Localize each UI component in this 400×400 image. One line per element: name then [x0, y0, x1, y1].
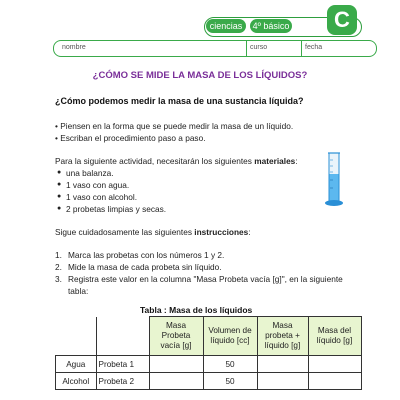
- empty-mass-cell[interactable]: [149, 356, 203, 373]
- graduated-cylinder-icon: [323, 150, 345, 208]
- instruction-step: Mide la masa de cada probeta sin líquido.: [68, 262, 222, 272]
- column-header: Masa probeta + líquido [g]: [257, 317, 308, 356]
- blank-cell: [96, 317, 149, 356]
- material-item: 1 vaso con agua.: [66, 180, 130, 190]
- instruction-step: Marca las probetas con los números 1 y 2.: [68, 250, 225, 260]
- course-label: curso: [250, 44, 268, 51]
- page-title: ¿CÓMO SE MIDE LA MASA DE LOS LÍQUIDOS?: [92, 70, 308, 81]
- divider: [246, 41, 247, 56]
- total-mass-cell[interactable]: [257, 373, 308, 390]
- bullet-dot: ●: [57, 205, 62, 212]
- volume-cell: 50: [203, 373, 257, 390]
- bullet-dot: ●: [57, 181, 62, 188]
- column-header: Masa Probeta vacía [g]: [149, 317, 203, 356]
- liquid-cell: Agua: [56, 356, 97, 373]
- materials-intro: Para la siguiente actividad, necesitarán los siguientes materiales:: [55, 156, 298, 166]
- volume-cell: 50: [203, 356, 257, 373]
- material-item: 1 vaso con alcohol.: [66, 192, 138, 202]
- date-label: fecha: [305, 44, 323, 51]
- total-mass-cell[interactable]: [257, 356, 308, 373]
- probeta-cell: Probeta 1: [96, 356, 149, 373]
- empty-mass-cell[interactable]: [149, 373, 203, 390]
- step-number: 2.: [55, 262, 62, 272]
- step-number: 3.: [55, 274, 62, 284]
- table-row: [56, 356, 362, 373]
- student-info-bar: [53, 40, 377, 57]
- name-label: nombre: [62, 44, 86, 51]
- material-item: una balanza.: [66, 168, 114, 178]
- intro-bullet: • Piensen en la forma que se puede medir la masa de un líquido.: [55, 121, 294, 131]
- guiding-question: ¿Cómo podemos medir la masa de una sustancia líquida?: [55, 96, 304, 106]
- instruction-step: Registra este valor en la columna "Masa Probeta vacía [g]", en la siguiente: [68, 274, 343, 284]
- material-item: 2 probetas limpias y secas.: [66, 204, 167, 214]
- liquid-cell: Alcohol: [56, 373, 97, 390]
- liquid-mass-table: [55, 316, 362, 390]
- table-header-row: [56, 317, 362, 356]
- instruction-step-continued: tabla:: [68, 286, 89, 296]
- table-row: [56, 373, 362, 390]
- blank-cell: [56, 317, 97, 356]
- table-caption: Tabla : Masa de los líquidos: [140, 305, 253, 315]
- step-number: 1.: [55, 250, 62, 260]
- liquid-mass-cell[interactable]: [308, 373, 361, 390]
- divider: [301, 41, 302, 56]
- intro-bullet: • Escriban el procedimiento paso a paso.: [55, 133, 206, 143]
- liquid-mass-cell[interactable]: [308, 356, 361, 373]
- subject-tag: ciencias: [206, 19, 246, 33]
- subject-badge: C: [327, 5, 357, 35]
- bullet-dot: ●: [57, 169, 62, 176]
- grade-tag: 4º básico: [250, 19, 292, 33]
- probeta-cell: Probeta 2: [96, 373, 149, 390]
- instructions-intro: Sigue cuidadosamente las siguientes instrucciones:: [55, 227, 251, 237]
- column-header: Masa del líquido [g]: [308, 317, 361, 356]
- column-header: Volumen de líquido [cc]: [203, 317, 257, 356]
- bullet-dot: ●: [57, 193, 62, 200]
